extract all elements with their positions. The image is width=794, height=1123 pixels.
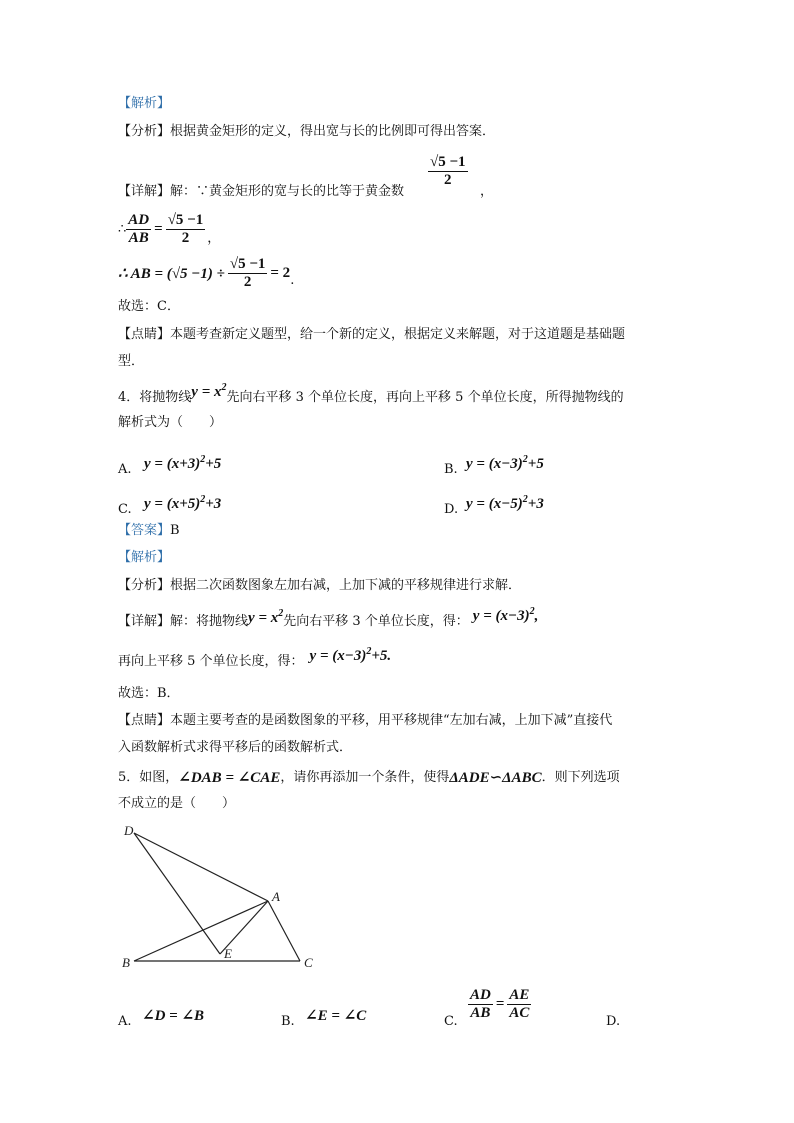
golden-ratio-denominator: 2 bbox=[444, 172, 452, 188]
q5-stem bbox=[118, 768, 620, 787]
q4-stem-a: 4．将抛物线 bbox=[118, 389, 192, 405]
dianjing-text: 本题考查新定义题型，给一个新的定义，根据定义来解题，对于这道题是基础题 bbox=[170, 327, 626, 342]
q5-stem-line2: 不成立的是（ ） bbox=[118, 796, 236, 811]
numerator: √5 −1 bbox=[167, 212, 204, 228]
option-formula: $y = (x-3)^2+5$ bbox=[466, 453, 544, 472]
option-letter: A. bbox=[118, 462, 132, 477]
dianjing-label: 【点睛】 bbox=[118, 327, 171, 342]
fenxi-text: 根据黄金矩形的定义，得出宽与长的比例即可得出答案． bbox=[170, 124, 496, 139]
option-letter: C. bbox=[118, 502, 132, 517]
label-a: A bbox=[272, 889, 280, 904]
triangle-figure bbox=[110, 815, 330, 975]
q4-dianjing-cont: 入函数解析式求得平移后的函数解析式． bbox=[118, 740, 353, 755]
denominator: AC bbox=[509, 1004, 530, 1021]
dianjing-label: 【点睛】 bbox=[118, 713, 171, 728]
shift1: $y = (x-3)^2$, bbox=[472, 606, 539, 624]
comma: ， bbox=[480, 184, 494, 199]
option-letter: B. bbox=[281, 1014, 295, 1029]
option-formula: $y = (x+5)^2+3$ bbox=[144, 493, 222, 512]
equals-two: = 2 bbox=[270, 265, 291, 281]
ab: AB bbox=[128, 230, 149, 246]
q5-option-a[interactable] bbox=[118, 1000, 204, 1030]
label-c: C bbox=[304, 955, 313, 970]
option-formula: $y = (x+3)^2+5$ bbox=[144, 453, 222, 472]
q5-condition: ∠DAB = ∠CAE bbox=[178, 770, 281, 786]
option-formula: ∠D = ∠B bbox=[142, 1007, 205, 1024]
xiangjie-b: 先向右平移 3 个单位长度，得： bbox=[283, 613, 469, 629]
q5-stem-a: 5．如图， bbox=[118, 769, 179, 785]
label-d: D bbox=[124, 823, 134, 838]
fenxi-label: 【分析】 bbox=[118, 124, 171, 139]
denominator: AB bbox=[470, 1004, 491, 1021]
denominator: 2 bbox=[243, 274, 252, 290]
prev-jiexi-label: 【解析】 bbox=[118, 96, 171, 111]
q5-option-c[interactable] bbox=[444, 978, 531, 1030]
daan-label: 【答案】 bbox=[118, 523, 171, 538]
fenxi-text: 根据二次函数图象左加右减，上加下减的平移规律进行求解． bbox=[170, 578, 522, 593]
prev-dianjing-cont: 型． bbox=[118, 354, 145, 369]
period: . bbox=[290, 272, 295, 288]
q4-jiexi-label: 【解析】 bbox=[118, 550, 171, 565]
shift2: $y = (x-3)^2+5$. bbox=[309, 646, 392, 664]
ae-over-ac bbox=[507, 987, 531, 1022]
q5-option-d[interactable] bbox=[606, 1000, 630, 1030]
segment-ac bbox=[268, 901, 300, 961]
xiangjie-text: 解：∵黄金矩形的宽与长的比等于黄金数 bbox=[170, 184, 405, 199]
option-letter: B. bbox=[444, 462, 458, 477]
segment-da bbox=[134, 833, 268, 901]
equals: = bbox=[154, 221, 163, 237]
prev-xiangjie bbox=[118, 184, 404, 200]
q4-option-b[interactable] bbox=[444, 448, 544, 478]
prev-line-ab bbox=[118, 256, 294, 291]
q4-line2 bbox=[118, 646, 392, 671]
ab-equation: ∴ AB = (√5 −1) ÷ bbox=[118, 266, 225, 282]
q4-fenxi bbox=[118, 578, 521, 594]
golden-ratio-fraction-2 bbox=[166, 212, 206, 247]
xiangjie-label: 【详解】 bbox=[118, 613, 171, 629]
q4-stem-line2: 解析式为（ ） bbox=[118, 415, 223, 430]
numerator: √5 −1 bbox=[229, 256, 266, 272]
q4-stem-b: 先向右平移 3 个单位长度，再向上平移 5 个单位长度，所得抛物线的 bbox=[226, 389, 624, 405]
line2-a: 再向上平移 5 个单位长度，得： bbox=[118, 653, 304, 669]
prev-answer: 故选：C． bbox=[118, 299, 180, 314]
segment-ba bbox=[134, 901, 268, 961]
q4-option-c[interactable] bbox=[118, 488, 221, 518]
comma: ， bbox=[207, 230, 221, 246]
q4-option-d[interactable] bbox=[444, 488, 544, 518]
label-e: E bbox=[224, 946, 232, 961]
q4-answer bbox=[118, 523, 180, 539]
golden-ratio-fraction-3 bbox=[228, 256, 268, 291]
golden-ratio-numerator: √5 −1 bbox=[430, 154, 466, 170]
option-letter: D. bbox=[444, 502, 459, 517]
xiangjie-label: 【详解】 bbox=[118, 184, 171, 199]
q5-option-b[interactable] bbox=[281, 1000, 366, 1030]
q4-stem bbox=[118, 382, 624, 407]
q5-similar: ΔADE∽ΔABC bbox=[449, 770, 542, 786]
q5-stem-c: ．则下列选项 bbox=[541, 769, 620, 785]
numerator: AE bbox=[509, 986, 530, 1003]
q4-final-answer: 故选：B． bbox=[118, 686, 180, 701]
option-letter: A. bbox=[118, 1014, 132, 1029]
ad-over-ab bbox=[468, 987, 493, 1022]
denominator: 2 bbox=[181, 230, 190, 246]
ad: AD bbox=[128, 212, 150, 228]
golden-ratio-fraction bbox=[428, 154, 468, 189]
daan-value: B bbox=[170, 523, 180, 538]
numerator: AD bbox=[470, 986, 491, 1003]
q4-option-a[interactable] bbox=[118, 448, 221, 478]
equals: = bbox=[495, 995, 505, 1012]
option-letter: C. bbox=[444, 1014, 458, 1029]
ad-over-ab bbox=[126, 212, 151, 247]
option-formula: ∠E = ∠C bbox=[305, 1007, 367, 1024]
segment-de bbox=[134, 833, 220, 954]
xiangjie-a: 解：将抛物线 bbox=[170, 613, 249, 629]
label-b: B bbox=[122, 955, 130, 970]
prev-fenxi bbox=[118, 124, 495, 140]
therefore-symbol: ∴ bbox=[118, 221, 127, 237]
xiangjie-func: $y = x^2$ bbox=[248, 608, 284, 626]
q4-func: $y = x^2$ bbox=[191, 382, 227, 400]
option-formula: $y = (x-5)^2+3$ bbox=[466, 493, 544, 512]
dianjing-text: 本题主要考查的是函数图象的平移，用平移规律“左加右减，上加下减”直接代 bbox=[170, 713, 613, 728]
prev-line-ratio bbox=[118, 212, 220, 247]
fenxi-label: 【分析】 bbox=[118, 578, 171, 593]
q5-stem-b: ，请你再添加一个条件，使得 bbox=[280, 769, 450, 785]
q4-dianjing bbox=[118, 713, 612, 729]
prev-dianjing bbox=[118, 327, 625, 343]
option-letter: D. bbox=[606, 1014, 621, 1029]
q4-xiangjie bbox=[118, 606, 539, 631]
